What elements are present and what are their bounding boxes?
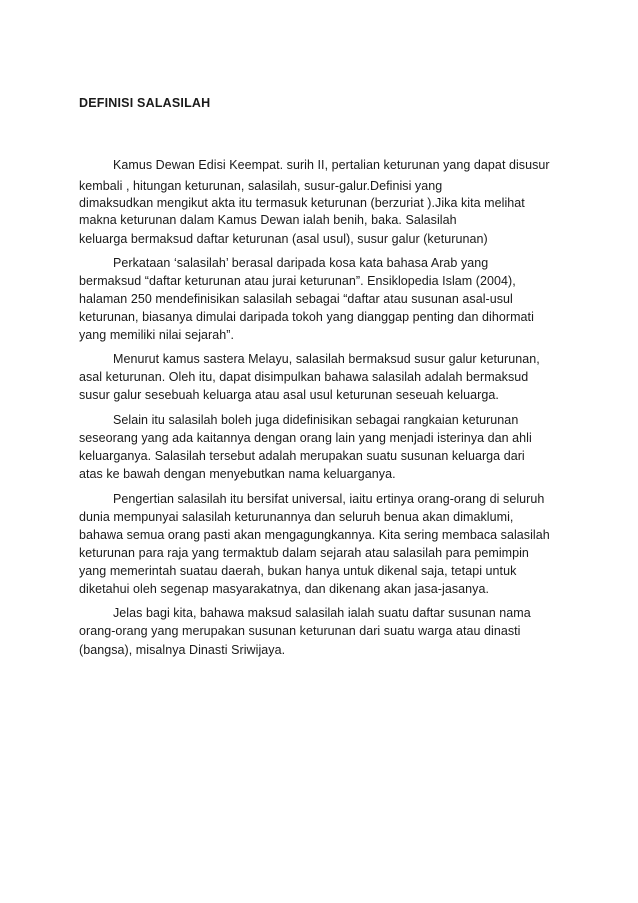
- paragraph-line: asal keturunan. Oleh itu, dapat disimpulkan bahawa salasilah adalah bermaksud: [79, 370, 529, 384]
- paragraph-line: Kamus Dewan Edisi Keempat. surih II, pertalian keturunan yang dapat disusur: [113, 158, 550, 172]
- document-title: DEFINISI SALASILAH: [79, 96, 211, 110]
- paragraph-line: dunia mempunyai salasilah keturunannya dan seluruh benua akan dimaklumi,: [79, 510, 514, 524]
- paragraph-line: makna keturunan dalam Kamus Dewan ialah benih, baka. Salasilah: [79, 213, 457, 227]
- paragraph-line: Menurut kamus sastera Melayu, salasilah bermaksud susur galur keturunan,: [113, 352, 540, 366]
- paragraph-line: bahawa semua orang pasti akan mengagungkannya. Kita sering membaca salasilah: [79, 528, 550, 542]
- paragraph-line: kembali , hitungan keturunan, salasilah, susur-galur.Definisi yang: [79, 179, 443, 193]
- paragraph-line: keluarganya. Salasilah tersebut adalah merupakan suatu susunan keluarga dari: [79, 449, 525, 463]
- paragraph-line: orang-orang yang merupakan susunan keturunan dari suatu warga atau dinasti: [79, 624, 521, 638]
- paragraph-line: Jelas bagi kita, bahawa maksud salasilah ialah suatu daftar susunan nama: [113, 606, 531, 620]
- paragraph-line: keturunan, biasanya dimulai daripada tokoh yang dianggap penting dan dihormati: [79, 310, 534, 324]
- paragraph-line: atas ke bawah dengan menyebutkan nama keluarganya.: [79, 467, 396, 481]
- paragraph-line: Perkataan ‘salasilah’ berasal daripada kosa kata bahasa Arab yang: [113, 256, 489, 270]
- paragraph-line: keluarga bermaksud daftar keturunan (asal usul), susur galur (keturunan): [79, 232, 488, 246]
- paragraph-line: seseorang yang ada kaitannya dengan orang lain yang menjadi isterinya dan ahli: [79, 431, 532, 445]
- paragraph-line: diketahui oleh segenap masyarakatnya, dan dikenang akan jasa-jasanya.: [79, 582, 489, 596]
- paragraph-line: susur galur sesebuah keluarga atau asal usul keturunan seseuah keluarga.: [79, 388, 499, 402]
- paragraph-line: (bangsa), misalnya Dinasti Sriwijaya.: [79, 643, 286, 657]
- paragraph-line: bermaksud “daftar keturunan atau jurai keturunan”. Ensiklopedia Islam (2004),: [79, 274, 516, 288]
- paragraph-line: Selain itu salasilah boleh juga didefinisikan sebagai rangkaian keturunan: [113, 413, 519, 427]
- paragraph-line: yang memiliki nilai sejarah”.: [79, 328, 234, 342]
- paragraph-line: halaman 250 mendefinisikan salasilah sebagai “daftar atau susunan asal-usul: [79, 292, 513, 306]
- paragraph-line: dimaksudkan mengikut akta itu termasuk keturunan (berzuriat ).Jika kita melihat: [79, 196, 525, 210]
- paragraph-line: keturunan para raja yang termaktub dalam sejarah atau salasilah para pemimpin: [79, 546, 529, 560]
- paragraph-line: Pengertian salasilah itu bersifat universal, iaitu ertinya orang-orang di seluruh: [113, 492, 545, 506]
- paragraph-line: yang memerintah suatau daerah, bukan hanya untuk dikenal saja, tetapi untuk: [79, 564, 517, 578]
